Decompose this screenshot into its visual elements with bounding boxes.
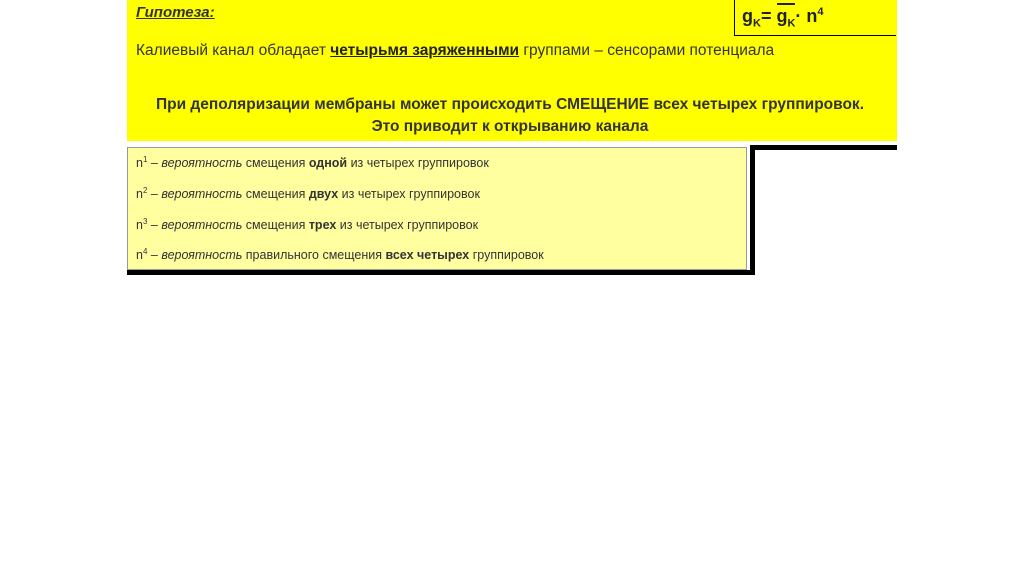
item-tail: из четырех группировок bbox=[338, 187, 480, 202]
item-exp: 4 bbox=[142, 247, 148, 256]
list-item bbox=[136, 155, 489, 170]
item-key: двух bbox=[308, 187, 339, 202]
list-item bbox=[136, 186, 480, 201]
formula-exponent: 4 bbox=[817, 6, 824, 18]
statement-pre: Калиевый канал обладает bbox=[136, 42, 331, 59]
item-tail: группировок bbox=[469, 248, 544, 263]
item-mid: правильного смещения bbox=[242, 248, 386, 263]
item-dash: – bbox=[147, 248, 162, 263]
conductance-formula bbox=[742, 6, 824, 30]
probability-panel bbox=[127, 147, 747, 270]
item-prob: вероятность bbox=[161, 248, 243, 263]
statement-post: группами – сенсорами потенциала bbox=[519, 42, 775, 59]
item-dash: – bbox=[147, 187, 162, 202]
statement-emphasis: четырьмя заряженными bbox=[330, 42, 520, 59]
item-tail: из четырех группировок bbox=[347, 156, 489, 171]
list-item bbox=[136, 247, 544, 262]
item-n: n bbox=[136, 156, 143, 171]
list-item bbox=[136, 217, 478, 232]
formula-equals: = bbox=[760, 6, 777, 26]
formula-g-max bbox=[776, 6, 795, 30]
item-n: n bbox=[136, 248, 143, 263]
statement-text bbox=[136, 40, 836, 62]
item-key: одной bbox=[308, 156, 348, 171]
item-tail: из четырех группировок bbox=[336, 218, 479, 233]
item-n: n bbox=[136, 218, 143, 233]
formula-dot-n: · n bbox=[795, 6, 818, 26]
item-exp: 3 bbox=[142, 217, 148, 226]
item-mid: смещения bbox=[242, 156, 309, 171]
item-prob: вероятность bbox=[161, 156, 243, 171]
formula-g: g bbox=[742, 6, 753, 26]
formula-k-max-sub: K bbox=[787, 17, 796, 30]
item-key: трех bbox=[308, 218, 337, 233]
formula-k-sub: K bbox=[753, 17, 761, 30]
item-exp: 2 bbox=[142, 186, 148, 195]
hypothesis-heading: Гипотеза: bbox=[136, 4, 215, 21]
shadow-top-right bbox=[752, 145, 897, 150]
shadow-right bbox=[750, 145, 755, 275]
item-key: всех четырех bbox=[385, 248, 470, 263]
formula-g-max-letter: g bbox=[776, 6, 788, 26]
item-dash: – bbox=[147, 218, 162, 233]
conclusion-text: При деполяризации мембраны может происходить СМЕЩЕНИЕ всех четырех группировок. Это приводит к открыванию канала bbox=[155, 96, 864, 135]
item-dash: – bbox=[147, 156, 162, 171]
item-mid: смещения bbox=[242, 187, 309, 202]
item-prob: вероятность bbox=[161, 187, 243, 202]
item-mid: смещения bbox=[242, 218, 309, 233]
shadow-bottom bbox=[127, 270, 755, 275]
item-exp: 1 bbox=[142, 155, 148, 164]
item-n: n bbox=[136, 187, 143, 202]
item-prob: вероятность bbox=[161, 218, 243, 233]
